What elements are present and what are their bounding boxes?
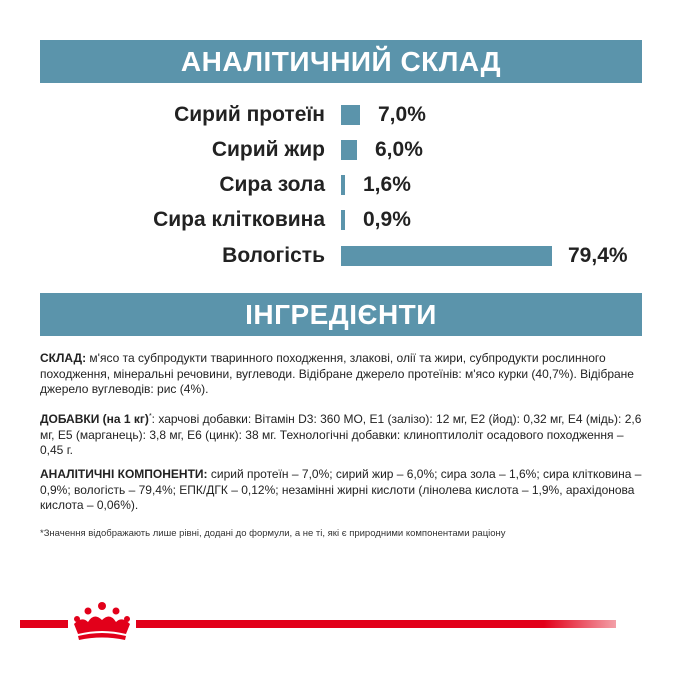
footnote: *Значення відображають лише рівні, додані до формули, а не ті, які є природними компонентами раціону <box>40 528 506 539</box>
analysis-row-bar <box>341 246 552 266</box>
composition-paragraph <box>40 351 642 398</box>
additives-heading: ДОБАВКИ (на 1 кг) <box>40 412 149 426</box>
analytic-heading: АНАЛІТИЧНІ КОМПОНЕНТИ: <box>40 467 208 481</box>
analysis-row-bar <box>341 140 357 160</box>
brand-stripe-right <box>136 620 616 628</box>
analysis-row-bar <box>341 175 345 195</box>
analysis-row-label: Сирий протеїн <box>174 103 325 126</box>
analysis-row-value: 79,4% <box>568 244 628 267</box>
analysis-row-bar <box>341 105 360 125</box>
analysis-title: АНАЛІТИЧНИЙ СКЛАД <box>180 46 502 77</box>
analysis-row-label: Сира зола <box>219 173 325 196</box>
analysis-row <box>0 170 682 200</box>
analysis-row <box>0 241 682 271</box>
analytic-text: сирий протеїн – 7,0%; сирий жир – 6,0%; сира зола – 1,6%; сира клітковина – 0,9%; вологість – 79,4%; ЕПК/ДГК – 0,12%; незамінні жирні кислоти (лінолева кислота – 1,9%, арахідонова кислота – 0,06%). <box>40 467 642 512</box>
crown-logo-icon <box>68 598 136 642</box>
analysis-row-value: 0,9% <box>363 208 411 231</box>
ingredients-title: ІНГРЕДІЄНТИ <box>245 299 437 330</box>
analysis-row-label: Сирий жир <box>211 138 325 161</box>
additives-paragraph <box>40 409 642 459</box>
analysis-row <box>0 135 682 165</box>
analytic-components-paragraph <box>40 467 642 514</box>
analysis-title-banner <box>40 40 642 83</box>
analysis-row-bar <box>341 210 345 230</box>
analysis-row-value: 1,6% <box>363 173 411 196</box>
additives-text: : харчові добавки: Вітамін D3: 360 МО, E1 (залізо): 12 мг, E2 (йод): 0,32 мг, E4 (мідь): 2,6 мг, E5 (марганець): 3,8 мг, E6 (цинк): 38 мг. Технологічні добавки: клинoптилоліт осадового походження – 0,45 г. <box>40 412 642 457</box>
analysis-row-value: 7,0% <box>378 103 426 126</box>
composition-text: м'ясо та субпродукти тваринного походження, злакові, олії та жири, субпродукти рослинного походження, мінеральні речовини, вуглеводи. Відібране джерело протеїнів: м'ясо курки (40,7%). Відібране джерело вуглеводів: рис (4%). <box>40 351 634 396</box>
analysis-row-label: Сира клітковина <box>153 208 325 231</box>
analysis-row-label: Вологість <box>222 244 325 267</box>
analysis-row-value: 6,0% <box>375 138 423 161</box>
additives-footnote-marker: * <box>148 413 152 420</box>
ingredients-title-banner <box>40 293 642 336</box>
analysis-row <box>0 205 682 235</box>
composition-heading: СКЛАД: <box>40 351 87 365</box>
brand-stripe-left <box>20 620 68 628</box>
analysis-row <box>0 100 682 130</box>
